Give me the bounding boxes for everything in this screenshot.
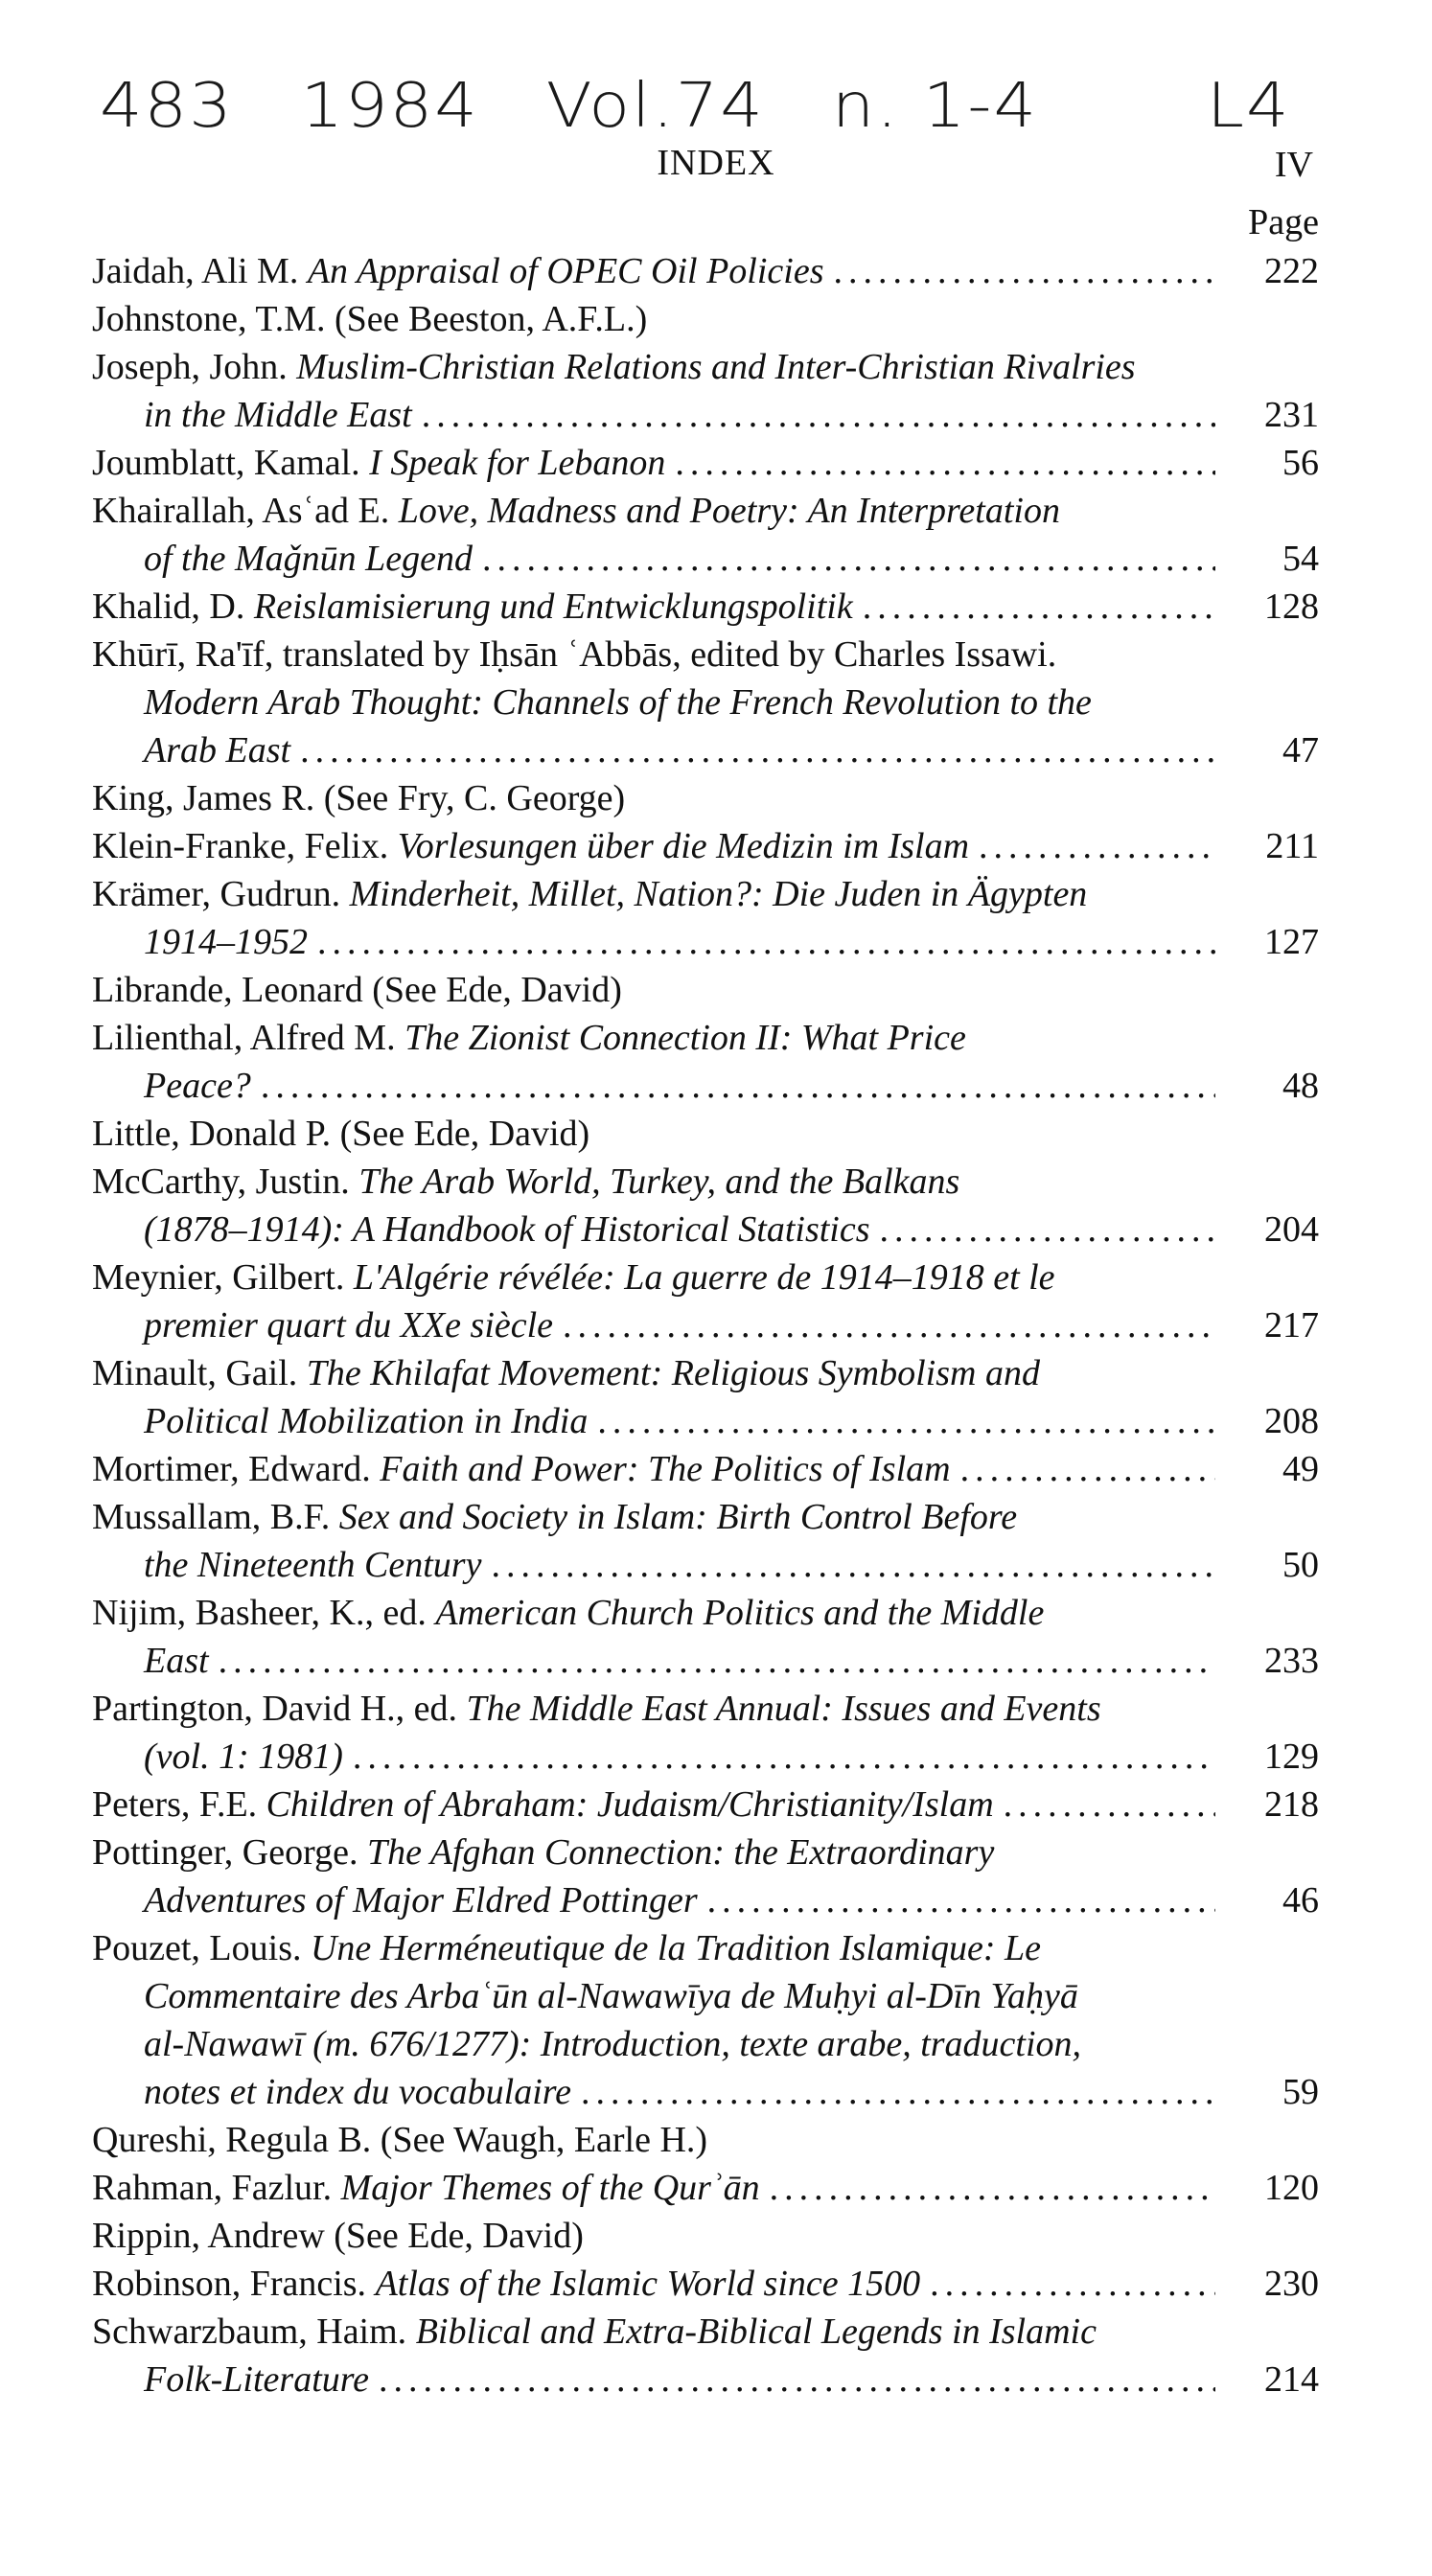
entry-text — [144, 1206, 870, 1254]
dot-leader — [300, 726, 1215, 774]
dot-leader — [834, 247, 1216, 295]
entry-title: Minderheit, Millet, Nation?: Die Juden in Ägypten — [349, 874, 1088, 914]
entry-author: Nijim, Basheer, K., ed. — [92, 1593, 436, 1633]
index-entry — [92, 774, 1319, 822]
entry-line — [92, 918, 1319, 966]
index-entry — [92, 487, 1319, 583]
entry-title: al-Nawawī (m. 676/1277): Introduction, texte arabe, traduction, — [144, 2024, 1082, 2064]
entry-author: Mortimer, Edward. — [92, 1449, 381, 1489]
entry-title: American Church Politics and the Middle — [435, 1593, 1045, 1633]
entry-text — [92, 2260, 920, 2308]
index-entry — [92, 343, 1319, 439]
page-number: 214 — [1264, 2359, 1319, 2400]
page-number: 217 — [1264, 1305, 1319, 1346]
dot-leader — [317, 918, 1215, 966]
entry-title: Vorlesungen über die Medizin im Islam — [397, 826, 970, 866]
page-number: 46 — [1282, 1880, 1319, 1920]
index-entry — [92, 1445, 1319, 1493]
entry-line — [92, 2212, 1223, 2260]
entry-author: Pottinger, George. — [92, 1832, 367, 1873]
dot-leader — [863, 583, 1215, 631]
index-entry — [92, 1685, 1319, 1781]
entry-author: Minault, Gail. — [92, 1353, 307, 1393]
entry-line — [92, 2116, 1223, 2164]
entry-text — [144, 1876, 698, 1924]
index-entry — [92, 1589, 1319, 1685]
entry-line — [92, 966, 1223, 1014]
entry-line — [92, 1637, 1319, 1685]
dot-leader — [422, 391, 1215, 439]
entry-line — [92, 870, 1223, 918]
entry-line — [92, 343, 1223, 391]
entry-author: Robinson, Francis. — [92, 2264, 376, 2304]
entry-title: Peace? — [144, 1066, 251, 1106]
entry-title: Faith and Power: The Politics of Islam — [380, 1449, 951, 1489]
index-entry — [92, 2212, 1319, 2260]
entry-title: Biblical and Extra-Biblical Legends in Islamic — [415, 2312, 1097, 2352]
entry-line — [92, 1876, 1319, 1924]
entry-title: Children of Abraham: Judaism/Christianity/Islam — [266, 1784, 994, 1825]
entry-line — [92, 583, 1319, 631]
page-number: 230 — [1264, 2264, 1319, 2304]
entry-title: premier quart du XXe siècle — [144, 1305, 554, 1346]
entry-line — [92, 822, 1319, 870]
entry-title: Une Herméneutique de la Tradition Islamique: Le — [310, 1928, 1041, 1968]
entry-title: Major Themes of the Qurʾān — [340, 2168, 760, 2208]
index-entry — [92, 2116, 1319, 2164]
dot-leader — [491, 1541, 1215, 1589]
entry-line — [92, 1733, 1319, 1781]
index-entry — [92, 1349, 1319, 1445]
page-number: 54 — [1282, 539, 1319, 579]
dot-leader — [1004, 1781, 1215, 1828]
index-entry — [92, 631, 1319, 774]
entry-title: in the Middle East — [144, 395, 412, 435]
entry-title: I Speak for Lebanon — [369, 443, 666, 483]
index-entry — [92, 966, 1319, 1014]
entry-title: (1878–1914): A Handbook of Historical Statistics — [144, 1209, 870, 1250]
dot-leader — [219, 1637, 1215, 1685]
entry-title: Arab East — [144, 730, 291, 770]
index-entry — [92, 2260, 1319, 2308]
entry-text — [144, 535, 473, 583]
entry-title: Atlas of the Islamic World since 1500 — [375, 2264, 921, 2304]
index-entry — [92, 247, 1319, 295]
page-number: 56 — [1282, 443, 1319, 483]
index-entry — [92, 2308, 1319, 2404]
index-entries — [92, 247, 1319, 2404]
entry-text — [144, 1637, 209, 1685]
entry-title: The Khilafat Movement: Religious Symbolism and — [306, 1353, 1040, 1393]
dot-leader — [353, 1733, 1215, 1781]
handwritten-year: 1984 — [300, 69, 479, 142]
entry-line — [92, 1301, 1319, 1349]
index-entry — [92, 1110, 1319, 1158]
index-entry — [92, 822, 1319, 870]
entry-line — [92, 1206, 1319, 1254]
entry-author: Johnstone, T.M. (See Beeston, A.F.L.) — [92, 299, 648, 339]
dot-leader — [581, 2068, 1215, 2116]
dot-leader — [880, 1206, 1215, 1254]
entry-line — [92, 1828, 1223, 1876]
page-title: INDEX — [657, 143, 775, 183]
dot-leader — [597, 1397, 1215, 1445]
entry-text — [144, 1733, 343, 1781]
entry-line — [92, 1349, 1223, 1397]
dot-leader — [930, 2260, 1215, 2308]
entry-text — [144, 2068, 571, 2116]
entry-text — [144, 391, 412, 439]
entry-author: Rahman, Fazlur. — [92, 2168, 341, 2208]
page-number: 233 — [1264, 1641, 1319, 1681]
entry-line — [92, 678, 1223, 726]
entry-author: Joumblatt, Kamal. — [92, 443, 370, 483]
entry-line — [92, 2260, 1319, 2308]
page-number: 211 — [1265, 826, 1319, 866]
entry-author: Jaidah, Ali M. — [92, 251, 308, 291]
entry-text — [144, 918, 308, 966]
entry-author: Khalid, D. — [92, 586, 254, 627]
entry-text — [92, 247, 824, 295]
entry-line — [92, 1254, 1223, 1301]
entry-text — [92, 1445, 951, 1493]
entry-line — [92, 1589, 1223, 1637]
entry-line — [92, 1014, 1223, 1062]
entry-line — [92, 247, 1319, 295]
page-number: 128 — [1264, 586, 1319, 627]
entry-title: notes et index du vocabulaire — [144, 2072, 572, 2112]
entry-text — [144, 1301, 553, 1349]
entry-title: of the Maǧnūn Legend — [144, 539, 473, 579]
entry-title: Folk-Literature — [144, 2359, 369, 2400]
entry-line — [92, 726, 1319, 774]
entry-line — [92, 1445, 1319, 1493]
entry-author: Lilienthal, Alfred M. — [92, 1018, 405, 1058]
entry-line — [92, 1493, 1223, 1541]
entry-author: Pouzet, Louis. — [92, 1928, 311, 1968]
volume-label: IV — [1274, 145, 1313, 185]
entry-text — [144, 1541, 481, 1589]
dot-leader — [261, 1062, 1215, 1110]
entry-title: The Afghan Connection: the Extraordinary — [366, 1832, 995, 1873]
entry-author: Mussallam, B.F. — [92, 1497, 339, 1537]
dot-leader — [979, 822, 1215, 870]
entry-title: (vol. 1: 1981) — [144, 1736, 343, 1777]
handwritten-shelf-mark: L4 — [1207, 69, 1291, 142]
entry-title: Modern Arab Thought: Channels of the French Revolution to the — [144, 682, 1092, 723]
entry-text — [92, 439, 665, 487]
entry-line — [92, 2308, 1223, 2356]
entry-line — [92, 1924, 1223, 1972]
entry-line — [92, 1158, 1223, 1206]
dot-leader — [482, 535, 1215, 583]
entry-title: The Middle East Annual: Issues and Events — [466, 1689, 1101, 1729]
entry-title: Reislamisierung und Entwicklungspolitik — [253, 586, 853, 627]
entry-line — [92, 2164, 1319, 2212]
entry-author: Rippin, Andrew (See Ede, David) — [92, 2216, 584, 2256]
page-column-header: Page — [1248, 202, 1319, 242]
entry-title: The Zionist Connection II: What Price — [404, 1018, 966, 1058]
entry-author: Krämer, Gudrun. — [92, 874, 350, 914]
entry-author: Schwarzbaum, Haim. — [92, 2312, 416, 2352]
page-number: 48 — [1282, 1066, 1319, 1106]
entry-text — [144, 1062, 251, 1110]
index-entry — [92, 1493, 1319, 1589]
index-entry — [92, 1828, 1319, 1924]
entry-author: Meynier, Gilbert. — [92, 1257, 354, 1298]
entry-line — [92, 391, 1319, 439]
index-entry — [92, 439, 1319, 487]
entry-line — [92, 631, 1223, 678]
handwritten-catalog-note — [100, 69, 1346, 141]
entry-line — [92, 1062, 1319, 1110]
index-entry — [92, 1781, 1319, 1828]
index-entry — [92, 583, 1319, 631]
index-entry — [92, 2164, 1319, 2212]
entry-text — [144, 726, 290, 774]
entry-line — [92, 295, 1223, 343]
entry-author: Little, Donald P. (See Ede, David) — [92, 1114, 590, 1154]
index-entry — [92, 1158, 1319, 1254]
entry-author: Librande, Leonard (See Ede, David) — [92, 970, 622, 1010]
entry-line — [92, 1541, 1319, 1589]
page-number: 120 — [1264, 2168, 1319, 2208]
entry-title: L'Algérie révélée: La guerre de 1914–1918 et le — [353, 1257, 1055, 1298]
entry-author: Joseph, John. — [92, 347, 297, 387]
entry-title: Adventures of Major Eldred Pottinger — [144, 1880, 698, 1920]
dot-leader — [707, 1876, 1215, 1924]
entry-title: the Nineteenth Century — [144, 1545, 482, 1585]
entry-text — [92, 1781, 994, 1828]
entry-line — [92, 1685, 1223, 1733]
page-number: 47 — [1282, 730, 1319, 770]
page-number: 222 — [1264, 251, 1319, 291]
page-number: 50 — [1282, 1545, 1319, 1585]
index-entry — [92, 1924, 1319, 2116]
entry-text — [92, 822, 969, 870]
handwritten-call-number: 483 — [100, 69, 234, 142]
entry-text — [92, 2164, 760, 2212]
page-number: 231 — [1264, 395, 1319, 435]
index-entry — [92, 870, 1319, 966]
entry-author: Klein-Franke, Felix. — [92, 826, 398, 866]
entry-title: 1914–1952 — [144, 922, 308, 962]
dot-leader — [563, 1301, 1215, 1349]
entry-line — [92, 535, 1319, 583]
entry-line — [92, 774, 1223, 822]
entry-title: Sex and Society in Islam: Birth Control Before — [338, 1497, 1018, 1537]
page-number: 59 — [1282, 2072, 1319, 2112]
entry-author: Khūrī, Ra'īf, translated by Iḥsān ʿAbbās, edited by Charles Issawi. — [92, 634, 1057, 675]
entry-author: Peters, F.E. — [92, 1784, 266, 1825]
entry-line — [92, 439, 1319, 487]
dot-leader — [960, 1445, 1215, 1493]
entry-line — [92, 1972, 1223, 2020]
entry-title: East — [144, 1641, 209, 1681]
dot-leader — [770, 2164, 1215, 2212]
handwritten-volume: Vol.74 — [545, 69, 765, 142]
entry-author: King, James R. (See Fry, C. George) — [92, 778, 626, 818]
entry-author: McCarthy, Justin. — [92, 1162, 359, 1202]
index-entry — [92, 1014, 1319, 1110]
entry-text — [144, 1397, 588, 1445]
entry-line — [92, 1781, 1319, 1828]
page-number: 204 — [1264, 1209, 1319, 1250]
handwritten-issues: n. 1-4 — [831, 69, 1039, 142]
entry-title: The Arab World, Turkey, and the Balkans — [358, 1162, 960, 1202]
entry-author: Partington, David H., ed. — [92, 1689, 467, 1729]
entry-text — [92, 583, 853, 631]
page-number: 127 — [1264, 922, 1319, 962]
index-entry — [92, 295, 1319, 343]
entry-title: Commentaire des Arbaʿūn al-Nawawīya de Muḥyi al-Dīn Yaḥyā — [144, 1976, 1078, 2016]
entry-title: Political Mobilization in India — [144, 1401, 589, 1441]
page-number: 218 — [1264, 1784, 1319, 1825]
dot-leader — [675, 439, 1215, 487]
entry-line — [92, 2356, 1319, 2404]
dot-leader — [379, 2356, 1215, 2404]
page-number: 49 — [1282, 1449, 1319, 1489]
page-number: 129 — [1264, 1736, 1319, 1777]
entry-line — [92, 487, 1223, 535]
entry-title: Muslim-Christian Relations and Inter-Christian Rivalries — [296, 347, 1136, 387]
entry-title: Love, Madness and Poetry: An Interpretation — [398, 491, 1060, 531]
entry-line — [92, 1110, 1223, 1158]
entry-line — [92, 2068, 1319, 2116]
entry-text — [144, 2356, 369, 2404]
index-entry — [92, 1254, 1319, 1349]
entry-line — [92, 1397, 1319, 1445]
entry-title: An Appraisal of OPEC Oil Policies — [307, 251, 824, 291]
entry-author: Khairallah, Asʿad E. — [92, 491, 399, 531]
entry-author: Qureshi, Regula B. (See Waugh, Earle H.) — [92, 2120, 708, 2160]
entry-line — [92, 2020, 1223, 2068]
page-number: 208 — [1264, 1401, 1319, 1441]
